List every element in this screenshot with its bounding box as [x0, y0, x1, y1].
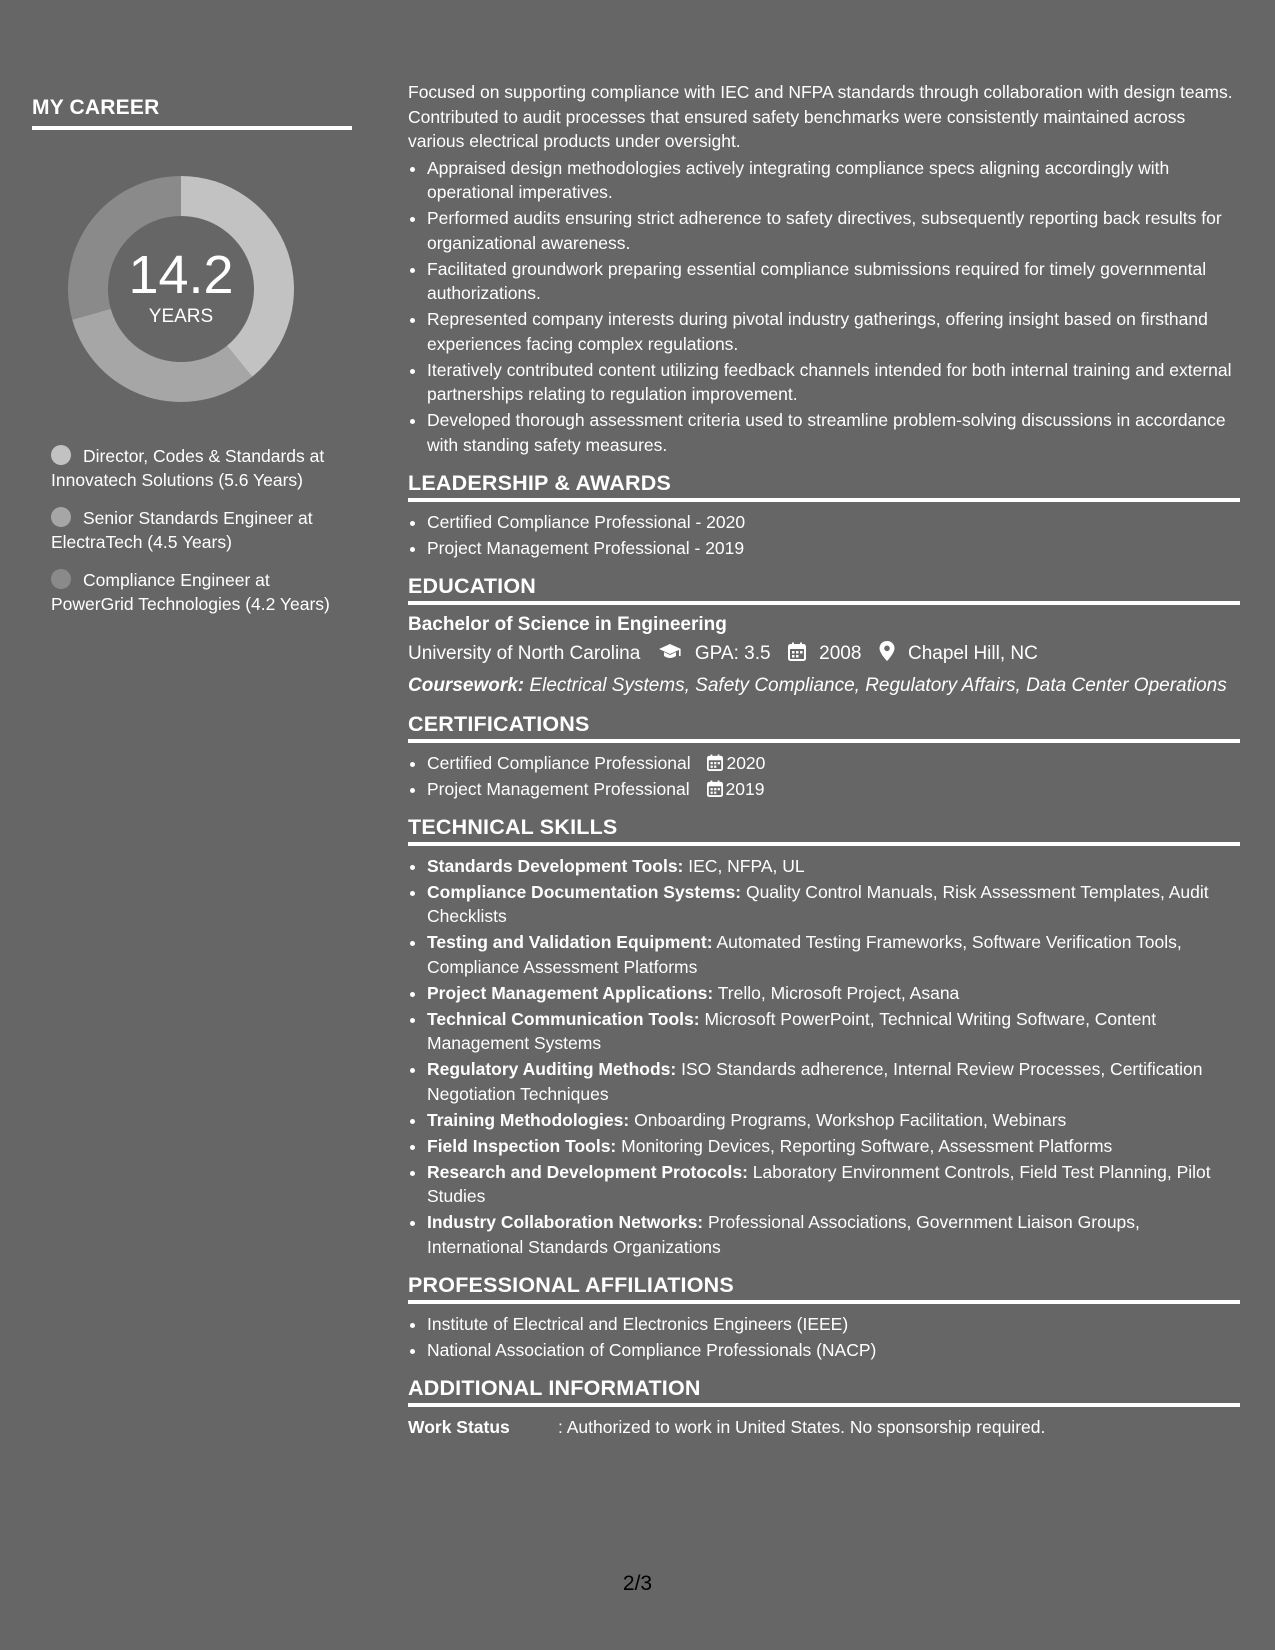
legend-dot	[51, 569, 71, 589]
main-content	[408, 80, 1240, 1439]
list-item: • Facilitated groundwork preparing essential compliance submissions required for timely governmental authorizations.	[427, 257, 1240, 306]
skill-label: Research and Development Protocols:	[427, 1161, 748, 1182]
skill-value: Quality Control Manuals, Risk Assessment Templates, Audit Checklists	[427, 881, 1209, 926]
experience-summary: Focused on supporting compliance with IEC and NFPA standards through collaboration with design teams. Contributed to audit processes that ensured safety benchmarks were consistently maintained across various electrical products under oversight.	[408, 82, 1233, 151]
certification-year: 2020	[726, 752, 766, 773]
skill-value: Laboratory Environment Controls, Field Test Planning, Pilot Studies	[427, 1161, 1211, 1206]
calendar-icon	[707, 780, 723, 797]
list-item	[427, 880, 1240, 929]
certifications-list	[408, 751, 1240, 802]
affiliations-list	[408, 1312, 1240, 1363]
section-heading: EDUCATION	[408, 574, 1240, 605]
graduation-cap-icon	[658, 643, 682, 669]
list-item: • Certified Compliance Professional - 2020	[427, 510, 1240, 535]
list-item: • Developed thorough assessment criteria used to streamline problem-solving discussions in accordance with standing safety measures.	[427, 408, 1240, 457]
certification-name: Certified Compliance Professional	[427, 752, 691, 773]
skill-label: Standards Development Tools:	[427, 855, 684, 876]
certification-name: Project Management Professional	[427, 778, 690, 799]
section-heading: PROFESSIONAL AFFILIATIONS	[408, 1273, 1240, 1304]
skill-label: Field Inspection Tools:	[427, 1135, 617, 1156]
list-item: • Iteratively contributed content utilizing feedback channels intended for both internal training and external partnerships relating to regulation improvement.	[427, 358, 1240, 407]
legend-item	[51, 506, 333, 554]
skill-label: Compliance Documentation Systems:	[427, 881, 742, 902]
career-title: MY CAREER	[32, 96, 352, 130]
list-item	[427, 1108, 1240, 1133]
skill-value: ISO Standards adherence, Internal Review Processes, Certification Negotiation Techniques	[427, 1059, 1203, 1104]
skill-value: Microsoft PowerPoint, Technical Writing Software, Content Management Systems	[427, 1008, 1157, 1053]
list-item	[427, 854, 1240, 879]
skill-value: Monitoring Devices, Reporting Software, Assessment Platforms	[621, 1135, 1113, 1156]
career-legend	[51, 444, 333, 616]
skill-label: Industry Collaboration Networks:	[427, 1212, 704, 1232]
skill-value: Trello, Microsoft Project, Asana	[717, 982, 960, 1003]
list-item: • Institute of Electrical and Electronics Engineers (IEEE)	[427, 1312, 1240, 1337]
section-heading: CERTIFICATIONS	[408, 712, 1240, 743]
list-item	[427, 1007, 1240, 1056]
coursework-list: Electrical Systems, Safety Compliance, Regulatory Affairs, Data Center Operations	[529, 675, 1227, 696]
skill-value: Professional Associations, Government Liaison Groups, International Standards Organizations	[427, 1212, 1140, 1257]
total-years: 14.2	[128, 245, 234, 305]
affiliations-section	[408, 1273, 1240, 1362]
legend-item	[51, 444, 333, 492]
skill-value: Automated Testing Frameworks, Software Verification Tools, Compliance Assessment Platforms	[427, 932, 1182, 977]
list-item	[427, 930, 1240, 979]
calendar-icon	[707, 754, 723, 771]
legend-dot	[51, 507, 71, 527]
gpa: GPA: 3.5	[694, 643, 771, 664]
coursework-label: Coursework:	[408, 675, 525, 696]
skill-label: Testing and Validation Equipment:	[427, 932, 713, 952]
leadership-section	[408, 471, 1240, 560]
skill-label: Project Management Applications:	[427, 982, 714, 1003]
list-item: • National Association of Compliance Professionals (NACP)	[427, 1338, 1240, 1363]
education-details	[408, 641, 1240, 669]
work-status-label: Work Status	[408, 1416, 510, 1437]
list-item: • Performed audits ensuring strict adherence to safety directives, subsequently reporting back results for organizational awareness.	[427, 206, 1240, 255]
additional-info-section	[408, 1376, 1240, 1439]
page-number: 2/3	[622, 1572, 653, 1595]
skill-label: Training Methodologies:	[427, 1109, 630, 1130]
list-item	[427, 1057, 1240, 1106]
degree-title: Bachelor of Science in Engineering	[408, 613, 727, 635]
skill-label: Regulatory Auditing Methods:	[427, 1059, 677, 1079]
skill-value: Onboarding Programs, Workshop Facilitation, Webinars	[634, 1109, 1067, 1130]
list-item: • Represented company interests during pivotal industry gatherings, offering insight based on firsthand experiences facing complex regulations.	[427, 307, 1240, 356]
list-item	[427, 1160, 1240, 1209]
legend-label: Director, Codes & Standards at Innovatech Solutions (5.6 Years)	[51, 446, 325, 490]
list-item	[427, 1134, 1240, 1159]
legend-label: Senior Standards Engineer at ElectraTech (4.5 Years)	[51, 508, 313, 552]
skills-section	[408, 815, 1240, 1259]
career-sidebar	[32, 96, 352, 630]
donut-center	[66, 174, 296, 404]
work-status-row	[408, 1415, 1240, 1440]
section-heading: TECHNICAL SKILLS	[408, 815, 1240, 846]
career-donut-chart	[66, 174, 296, 404]
list-item	[427, 777, 1240, 802]
experience-section	[408, 80, 1240, 457]
graduation-year: 2008	[819, 643, 862, 664]
certification-year: 2019	[725, 778, 765, 799]
leadership-list	[408, 510, 1240, 561]
coursework	[408, 673, 1240, 698]
experience-bullets	[408, 156, 1240, 458]
skill-label: Technical Communication Tools:	[427, 1008, 700, 1029]
list-item	[427, 1210, 1240, 1259]
legend-dot	[51, 445, 71, 465]
calendar-icon	[788, 642, 806, 669]
certifications-section	[408, 712, 1240, 801]
total-years-unit: YEARS	[148, 306, 214, 327]
skills-list	[408, 854, 1240, 1260]
list-item	[427, 981, 1240, 1006]
location-pin-icon	[879, 641, 895, 669]
school-location: Chapel Hill, NC	[907, 643, 1038, 664]
section-heading: ADDITIONAL INFORMATION	[408, 1376, 1240, 1407]
education-section	[408, 574, 1240, 698]
legend-item	[51, 568, 333, 616]
section-heading: LEADERSHIP & AWARDS	[408, 471, 1240, 502]
list-item: • Appraised design methodologies actively integrating compliance specs aligning accordingly with operational imperatives.	[427, 156, 1240, 205]
school-name: University of North Carolina	[408, 643, 641, 664]
list-item: • Project Management Professional - 2019	[427, 536, 1240, 561]
skill-value: IEC, NFPA, UL	[688, 855, 805, 876]
certification-date	[707, 779, 765, 799]
legend-label: Compliance Engineer at PowerGrid Technologies (4.2 Years)	[51, 570, 330, 614]
list-item	[427, 751, 1240, 776]
work-status-value: : Authorized to work in United States. No sponsorship required.	[558, 1416, 1046, 1437]
certification-date	[707, 753, 765, 773]
